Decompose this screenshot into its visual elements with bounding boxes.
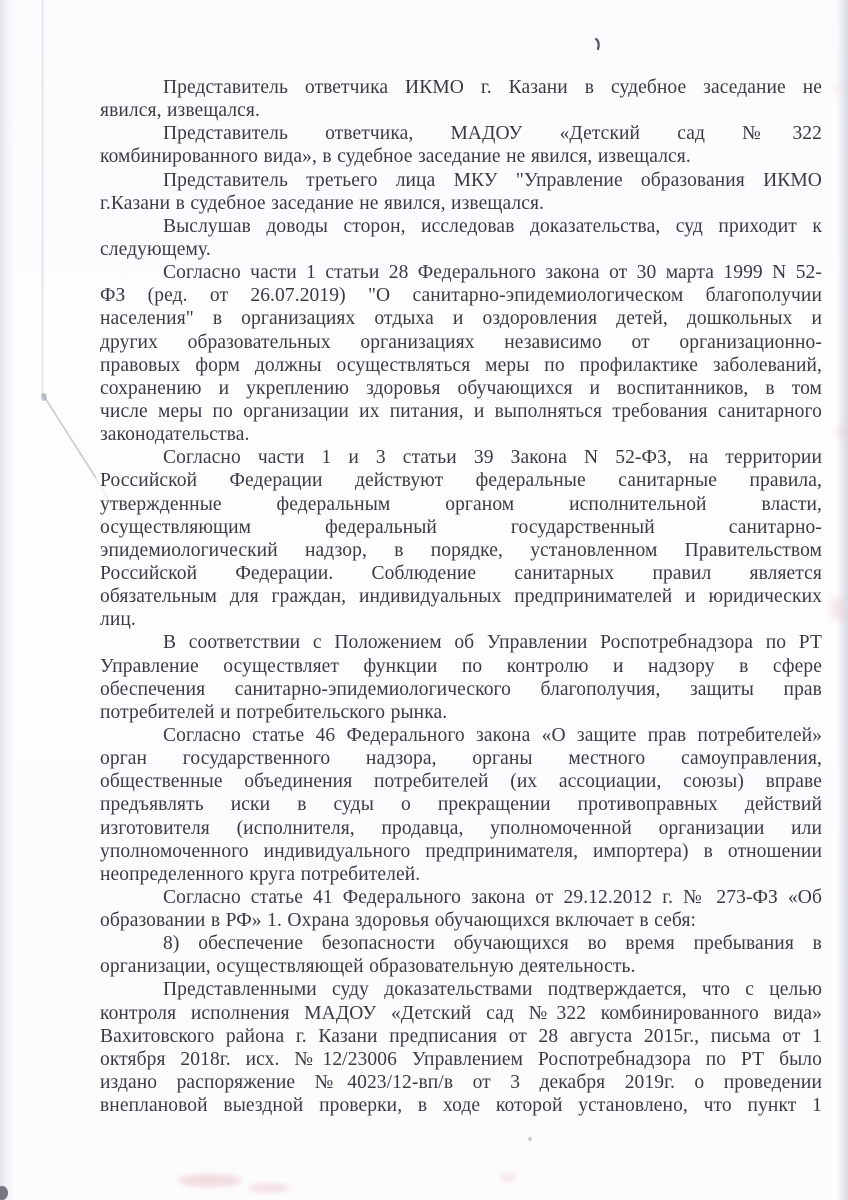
pink-smudge [836, 424, 846, 440]
text-line: других образовательных организациях независимо от организационно- [100, 331, 822, 353]
text-line: организации, осуществляющей образовательную деятельность. [100, 956, 636, 978]
text-line: комбинированного вида», в судебное заседание не явился, извещался. [100, 146, 691, 168]
text-line: явился, извещался. [100, 100, 260, 122]
text-line: предъявлять иски в суды о прекращении противоправных действий [100, 794, 822, 816]
scanner-edge-shadow-left [0, 0, 15, 1200]
text-line: утвержденные федеральным органом исполнительной власти, [100, 493, 822, 515]
text-line: орган государственного надзора, органы местного самоуправления, [100, 748, 822, 770]
document-body [100, 76, 822, 1117]
text-line: Российской Федерации действуют федеральные санитарные правила, [100, 470, 822, 492]
text-line: изготовителя (исполнителя, продавца, уполномоченной организации или [100, 817, 822, 839]
text-line: Российской Федерации. Соблюдение санитарных правил является [100, 562, 822, 584]
text-line: лиц. [100, 609, 136, 631]
text-line: законодательства. [100, 424, 250, 446]
text-line: Представитель ответчика ИКМО г. Казани в судебное заседание не [163, 77, 822, 98]
text-line: издано распоряжение №4023/12-вп/в от 3 декабря 2019г. о проведении [100, 1072, 822, 1094]
text-line: Вахитовского района г. Казани предписания от 28 августа 2015г., письма от 1 [100, 1025, 822, 1047]
text-line: Согласно части 1 статьи 28 Федерального закона от 30 марта 1999 N 52- [163, 262, 822, 284]
text-line: Представленными суду доказательствами подтверждается, что с целью [163, 979, 822, 1001]
text-line: 8) обеспечение безопасности обучающихся во время пребывания в [163, 933, 822, 955]
text-line: следующему. [100, 238, 211, 260]
text-line: Представитель ответчика, МАДОУ «Детский сад №322 [163, 123, 822, 145]
text-line: обязательным для граждан, индивидуальных предпринимателей и юридических [100, 586, 822, 608]
ink-tick-mark [596, 39, 599, 49]
fold-crease-diagonal [43, 394, 97, 478]
text-line: внеплановой выездной проверки, в ходе которой установлено, что пункт 1 [100, 1095, 822, 1117]
text-line: Согласно статье 41 Федерального закона от 29.12.2012 г. № 273-ФЗ «Об [163, 886, 822, 908]
text-line: числе меры по организации их питания, и выполняться требования санитарного [100, 400, 822, 422]
text-line: Согласно статье 46 Федерального закона «О защите прав потребителей» [163, 724, 822, 746]
pink-smudge [500, 1173, 516, 1182]
fold-junction-mark [41, 393, 47, 401]
text-line: Выслушав доводы сторон, исследовав доказательства, суд приходит к [163, 215, 822, 237]
text-line: Представитель третьего лица МКУ "Управление образования ИКМО [163, 169, 822, 191]
text-line: контроля исполнения МАДОУ «Детский сад №322 комбинированного вида» [100, 1002, 822, 1024]
text-line: ФЗ (ред. от 26.07.2019) "О санитарно-эпидемиологическом благополучии [100, 285, 822, 307]
pink-smudge [178, 1174, 242, 1187]
text-line: обеспечения санитарно-эпидемиологического благополучия, защиты прав [100, 678, 822, 700]
text-line: уполномоченного индивидуального предпринимателя, импортера) в отношении [100, 840, 822, 862]
text-line: Согласно части 1 и 3 статьи 39 Закона N 52-ФЗ, на территории [163, 447, 822, 469]
text-line: сохранению и укреплению здоровья обучающихся и воспитанников, в том [100, 377, 822, 399]
pink-smudge [834, 86, 841, 93]
text-line: потребителей и потребительского рынка. [100, 701, 448, 723]
text-line: октября 2018г. исх. №12/23006 Управлением Роспотребнадзора по РТ было [100, 1048, 822, 1070]
text-line: эпидемиологический надзор, в порядке, установленном Правительством [100, 539, 822, 561]
text-line: образовании в РФ» 1. Охрана здоровья обучающихся включает в себя: [100, 910, 697, 932]
text-line: В соответствии с Положением об Управлении Роспотребнадзора по РТ [163, 632, 822, 654]
dust-speck [528, 1137, 532, 1141]
text-line: г.Казани в судебное заседание не явился, извещался. [100, 192, 545, 214]
text-line: общественные объединения потребителей (их ассоциации, союзы) вправе [100, 771, 822, 793]
text-line: неопределенного круга потребителей. [100, 863, 421, 885]
text-line: осуществляющим федеральный государственный санитарно- [100, 516, 822, 538]
text-line: правовых форм должны осуществляться меры по профилактике заболеваний, [100, 354, 822, 376]
text-line: населения" в организациях отдыха и оздоровления детей, дошкольных и [100, 308, 822, 330]
pink-smudge [248, 1183, 290, 1193]
pink-smudge [830, 596, 846, 622]
text-line: Управление осуществляет функции по контролю и надзору в сфере [100, 655, 822, 677]
